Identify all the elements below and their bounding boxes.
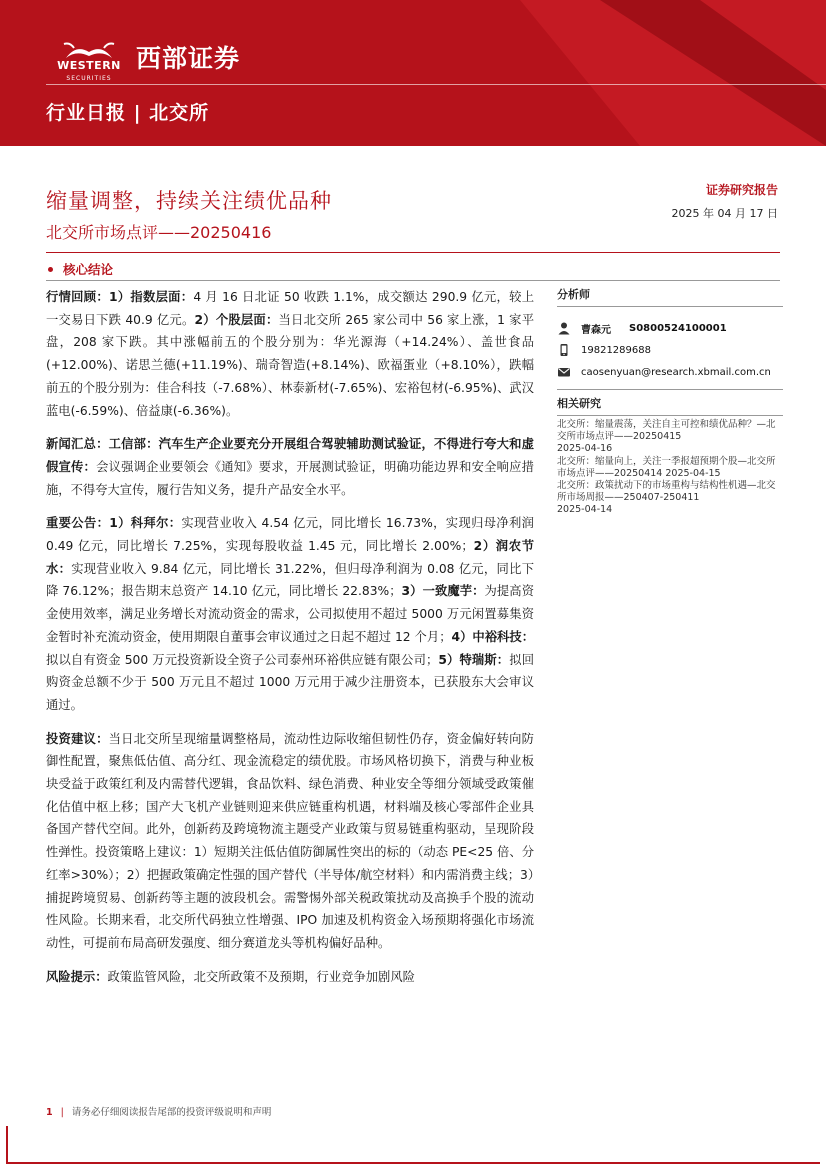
announcements-paragraph — [46, 512, 534, 716]
analyst-cert-code: S0800524100001 — [629, 322, 727, 334]
logo-en-sub: SECURITIES — [66, 75, 112, 82]
phone-icon — [557, 343, 571, 357]
footer-separator: | — [60, 1107, 64, 1118]
stock-level-lead: 2）个股层面： — [194, 312, 279, 327]
report-category: 证券研究报告 — [705, 183, 778, 197]
analyst-name-row — [557, 317, 783, 339]
footer-note: 请务必仔细阅读报告尾部的投资评级说明和声明 — [71, 1107, 272, 1118]
investment-advice-lead: 投资建议： — [46, 731, 109, 746]
report-type: 行业日报 | 北交所 — [46, 102, 210, 124]
research-item-date: 2025-04-14 — [557, 504, 613, 516]
analyst-heading: 分析师 — [557, 280, 783, 307]
analyst-phone-row — [557, 339, 783, 361]
risk-lead: 风险提示： — [46, 969, 108, 984]
bullet-icon — [48, 267, 53, 272]
page-footer — [46, 1104, 271, 1118]
research-item[interactable]: 北交所：缩量向上，关注一季报超预期个股—北交所市场点评——20250414 2025-04-15 — [557, 455, 776, 479]
related-research-heading: 相关研究 — [557, 390, 783, 416]
report-subtitle: 北交所市场点评——20250416 — [46, 223, 272, 242]
company-logo — [46, 40, 241, 82]
research-item[interactable]: 北交所：缩量震荡，关注自主可控和绩优品种？—北交所市场点评——20250415 — [557, 419, 776, 443]
logo-cn-text: 西部证券 — [136, 44, 241, 73]
footer-rule — [6, 1162, 820, 1164]
email-icon — [557, 365, 571, 379]
announcement-3-lead: 3）一致魔芋： — [401, 584, 485, 599]
related-research-list — [557, 419, 783, 517]
announcements-lead: 重要公告： — [46, 516, 110, 531]
stock-level-text: 当日北交所 265 家公司中 56 家上涨，1 家平盘，208 家下跌。其中涨幅前五的个股分别为：华光源海（+14.24%）、盖世食品(+12.00%)、诺思兰德(+11.19%)、瑞奇智造(+8.14%)、欧福蛋业（+8.10%），跌幅前五的个股分别为：佳合科技（-7.68%）、林泰新材(-7.65%)、宏裕包材(-6.95%)、武汉蓝电(-6.59%)、倍益康(-6.36%)。 — [46, 312, 534, 418]
analyst-email-row — [557, 361, 783, 383]
analyst-email[interactable]: caosenyuan@research.xbmail.com.cn — [581, 366, 771, 378]
header-banner — [0, 0, 826, 146]
news-lead: 新闻汇总：工信部：汽车生产企业要充分开展组合驾驶辅助测试验证，不得进行夸大和虚假宣传： — [46, 437, 534, 474]
announcement-2-lead: 2）润农节水： — [46, 539, 534, 576]
risk-text: 政策监管风险，北交所政策不及预期，行业竞争加剧风险 — [107, 969, 415, 984]
footer-corner-vertical — [6, 1126, 8, 1164]
report-title: 缩量调整，持续关注绩优品种 — [46, 189, 332, 213]
market-review-text: 4 月 16 日北证 50 收跌 1.1%，成交额达 290.9 亿元，较上一交易日下跌 40.9 亿元。 — [46, 290, 534, 327]
announcement-5-text: 拟回购资金总额不少于 500 万元且不超过 1000 万元用于减少注册资本，已获股东大会审议通过。 — [46, 652, 534, 712]
western-logo-icon — [46, 40, 132, 82]
announcement-2-text: 实现营业收入 9.84 亿元，同比增长 31.22%，但归母净利润为 0.08 亿元，同比下降 76.12%；报告期末总资产 14.10 亿元，同比增长 22.83%； — [46, 561, 534, 599]
analyst-phone: 19821289688 — [581, 344, 651, 356]
person-icon — [557, 321, 571, 335]
announcement-4-text: 拟以自有资金 500 万元投资新设全资子公司泰州环裕供应链有限公司； — [46, 652, 439, 667]
announcement-1-text: 实现营业收入 4.54 亿元，同比增长 16.73%，实现归母净利润 0.49 亿元，同比增长 7.25%，实现每股收益 1.45 元，同比增长 2.00%； — [46, 516, 534, 554]
announcement-1-lead: 1）科拜尔： — [109, 516, 182, 531]
risk-paragraph — [46, 966, 534, 989]
announcement-5-lead: 5）特瑞斯： — [438, 652, 510, 667]
research-item-date: 2025-04-16 — [557, 443, 613, 455]
logo-en-text: WESTERN — [57, 59, 121, 72]
announcement-3-text: 为提高资金使用效率，满足业务增长对流动资金的需求，公司拟使用不超过 5000 万元闲置募集资金暂时补充流动资金，使用期限自董事会审议通过之日起不超过 12 个月； — [46, 584, 534, 644]
report-date: 2025 年 04 月 17 日 — [671, 207, 778, 220]
news-text: 会议强调企业要领会《通知》要求，开展测试验证，明确功能边界和安全响应措施，不得夸大宣传，履行告知义务，提升产品安全水平。 — [46, 459, 534, 497]
core-conclusion-heading: 核心结论 — [46, 260, 113, 278]
announcement-4-lead: 4）中裕科技： — [451, 629, 534, 644]
title-divider — [46, 252, 780, 253]
research-item[interactable]: 北交所：政策扰动下的市场重构与结构性机遇—北交所市场周报——250407-250411 — [557, 480, 776, 504]
investment-advice-paragraph — [46, 728, 534, 955]
page-number: 1 — [46, 1107, 53, 1118]
market-review-paragraph — [46, 286, 534, 422]
side-column — [557, 280, 783, 517]
analyst-info — [557, 317, 783, 383]
banner-divider — [46, 84, 826, 85]
news-paragraph — [46, 433, 534, 501]
main-content — [46, 286, 534, 999]
market-review-lead: 行情回顾：1）指数层面： — [46, 290, 194, 304]
investment-advice-text: 当日北交所呈现缩量调整格局，流动性边际收缩但韧性仍存，资金偏好转向防御性配置，聚焦低估值、高分红、现金流稳定的绩优股。市场风格切换下，消费与种业板块受益于政策红利及内需替代逻辑，食品饮料、绿色消费、种业安全等细分领域受政策催化估值中枢上移；国产大飞机产业链则迎来供应链重构机遇，材料端及核心零部件企业具备国产替代空间。此外，创新药及跨境物流主题受产业政策与贸易链重构驱动，呈现阶段性弹性。投资策略上建议：1）短期关注低估值防御属性突出的标的（动态 PE<25 倍、分红率>30%）；2）把握政策确定性强的国产替代（半导体/航空材料）和内需消费主线；3）捕捉跨境贸易、创新药等主题的波段机会。需警惕外部关税政策扰动及高换手个股的流动性风险。长期来看，北交所代码独立性增强、IPO 加速及机构资金入场预期将强化市场流动性，可提前布局高研发强度、细分赛道龙头等机构偏好品种。 — [46, 731, 534, 950]
analyst-name: 曹森元 — [581, 324, 611, 336]
